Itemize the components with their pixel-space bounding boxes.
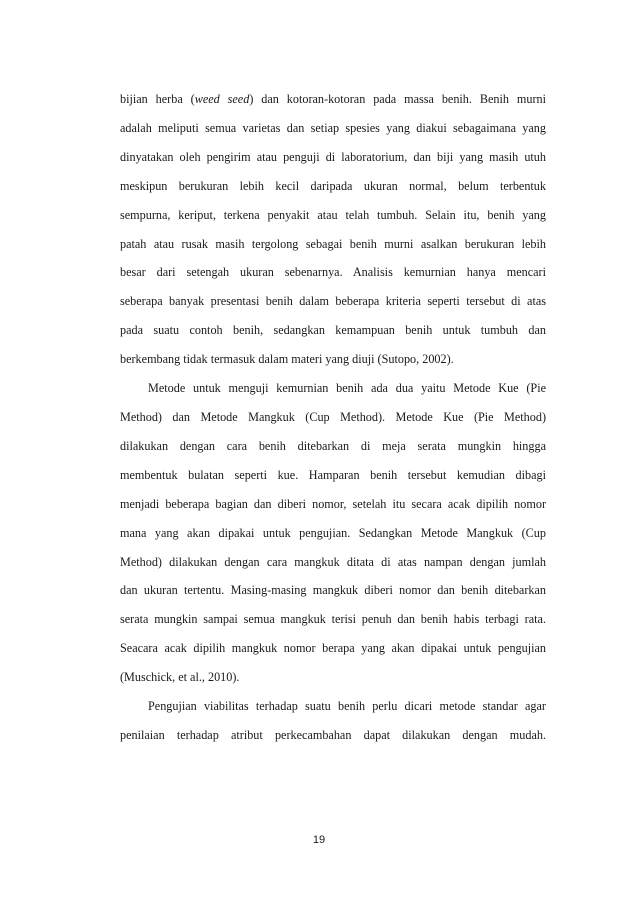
text-line: Method) dan Metode Mangkuk (Cup Method). Metode Kue (Pie Method) (120, 409, 546, 424)
text-line: penilaian terhadap atribut perkecambahan dapat dilakukan dengan mudah. (120, 727, 546, 742)
text-line: besar dari setengah ukuran sebenarnya. Analisis kemurnian hanya mencari (120, 265, 546, 280)
text-line: mana yang akan dipakai untuk pengujian. Sedangkan Metode Mangkuk (Cup (120, 525, 546, 540)
text-segment: ) dan kotoran-kotoran pada massa benih. Benih murni (249, 92, 546, 106)
paragraph-2 (120, 374, 546, 692)
document-page (120, 85, 546, 750)
text-line: pada suatu contoh benih, sedangkan kemampuan benih untuk tumbuh dan (120, 323, 546, 338)
text-line: dilakukan dengan cara benih ditebarkan di meja serata mungkin hingga (120, 438, 546, 453)
text-line: menjadi beberapa bagian dan diberi nomor, setelah itu secara acak dipilih nomor (120, 496, 546, 511)
text-segment: bijian herba ( (120, 92, 195, 106)
text-line: membentuk bulatan seperti kue. Hamparan benih tersebut kemudian dibagi (120, 467, 546, 482)
italic-term: weed seed (194, 92, 250, 106)
text-line: sempurna, keriput, terkena penyakit atau telah tumbuh. Selain itu, benih yang (120, 207, 546, 222)
page-number: 19 (312, 834, 326, 846)
text-line: Pengujian viabilitas terhadap suatu benih perlu dicari metode standar agar (148, 699, 546, 714)
text-line (120, 85, 546, 114)
text-line: dan ukuran tertentu. Masing-masing mangkuk diberi nomor dan benih ditebarkan (120, 583, 546, 598)
paragraph-3 (120, 692, 546, 750)
paragraph-1 (120, 85, 546, 374)
text-line: meskipun berukuran lebih kecil daripada ukuran normal, belum terbentuk (120, 178, 546, 193)
text-line: serata mungkin sampai semua mangkuk terisi penuh dan benih habis terbagi rata. (120, 612, 546, 627)
text-line: (Muschick, et al., 2010). (120, 670, 240, 685)
text-line: Seacara acak dipilih mangkuk nomor berapa yang akan dipakai untuk pengujian (120, 641, 546, 656)
text-line: adalah meliputi semua varietas dan setiap spesies yang diakui sebagaimana yang (120, 120, 546, 135)
text-line: Metode untuk menguji kemurnian benih ada dua yaitu Metode Kue (Pie (148, 381, 546, 396)
text-line: berkembang tidak termasuk dalam materi yang diuji (Sutopo, 2002). (120, 352, 454, 367)
text-line: seberapa banyak presentasi benih dalam beberapa kriteria seperti tersebut di atas (120, 294, 546, 309)
text-line: dinyatakan oleh pengirim atau penguji di laboratorium, dan biji yang masih utuh (120, 149, 546, 164)
text-line: patah atau rusak masih tergolong sebagai benih murni asalkan berukuran lebih (120, 236, 546, 251)
text-line: Method) dilakukan dengan cara mangkuk ditata di atas nampan dengan jumlah (120, 554, 546, 569)
